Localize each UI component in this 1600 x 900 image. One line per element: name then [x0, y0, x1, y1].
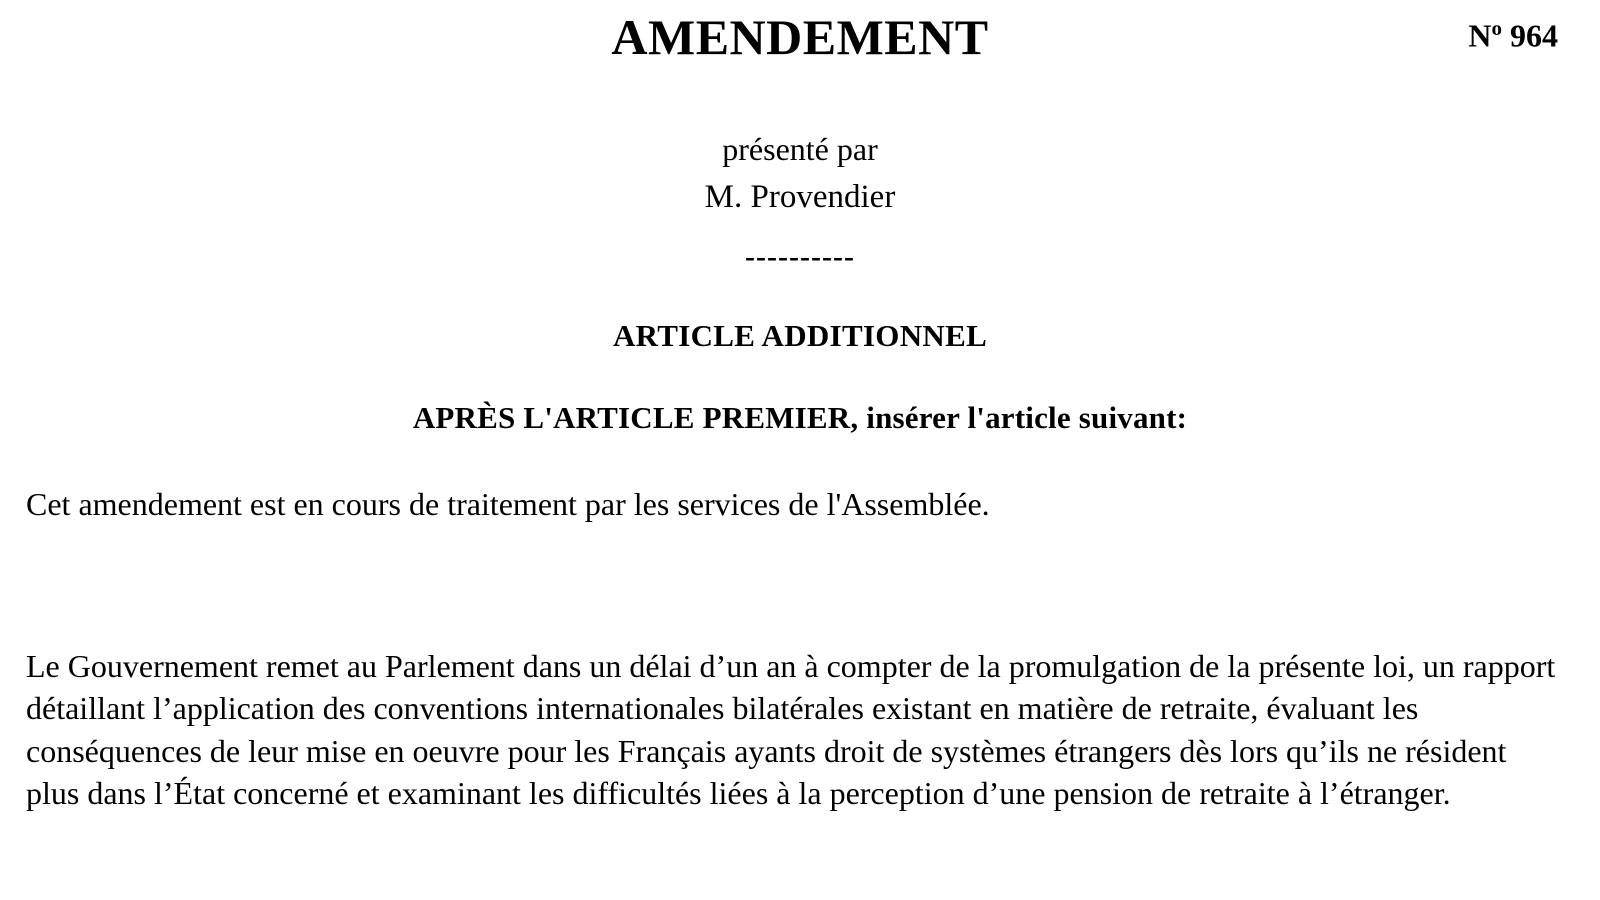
section-heading: ARTICLE ADDITIONNEL [612, 318, 988, 354]
amendment-number-prefix: N [1468, 17, 1492, 54]
amendment-number [1468, 16, 1558, 55]
amendment-number-value: 964 [1510, 17, 1558, 54]
author-name: M. Provendier [704, 179, 896, 216]
amendment-number-ordinal: o [1491, 16, 1502, 40]
sub-heading: APRÈS L'ARTICLE PREMIER, insérer l'article suivant: [412, 400, 1188, 436]
page-title: AMENDEMENT [611, 9, 989, 65]
document-header [20, 0, 1580, 80]
presented-by-label: présenté par [722, 131, 878, 167]
status-note: Cet amendement est en cours de traitement par les services de l'Assemblée. [26, 486, 990, 523]
dashed-separator: ---------- [745, 240, 855, 274]
amendment-body-text: Le Gouvernement remet au Parlement dans un délai d’un an à compter de la promulgation de la présente loi, un rapport détaillant l’application des conventions internationales bilatérales existant en matière de retraite, évaluant les conséquences de leur mise en oeuvre pour les Français ayants droit de systèmes étrangers dès lors qu’ils ne résident plus dans l’État concerné et examinant les difficultés liées à la perception d’une pension de retraite à l’étranger. [26, 648, 1556, 811]
